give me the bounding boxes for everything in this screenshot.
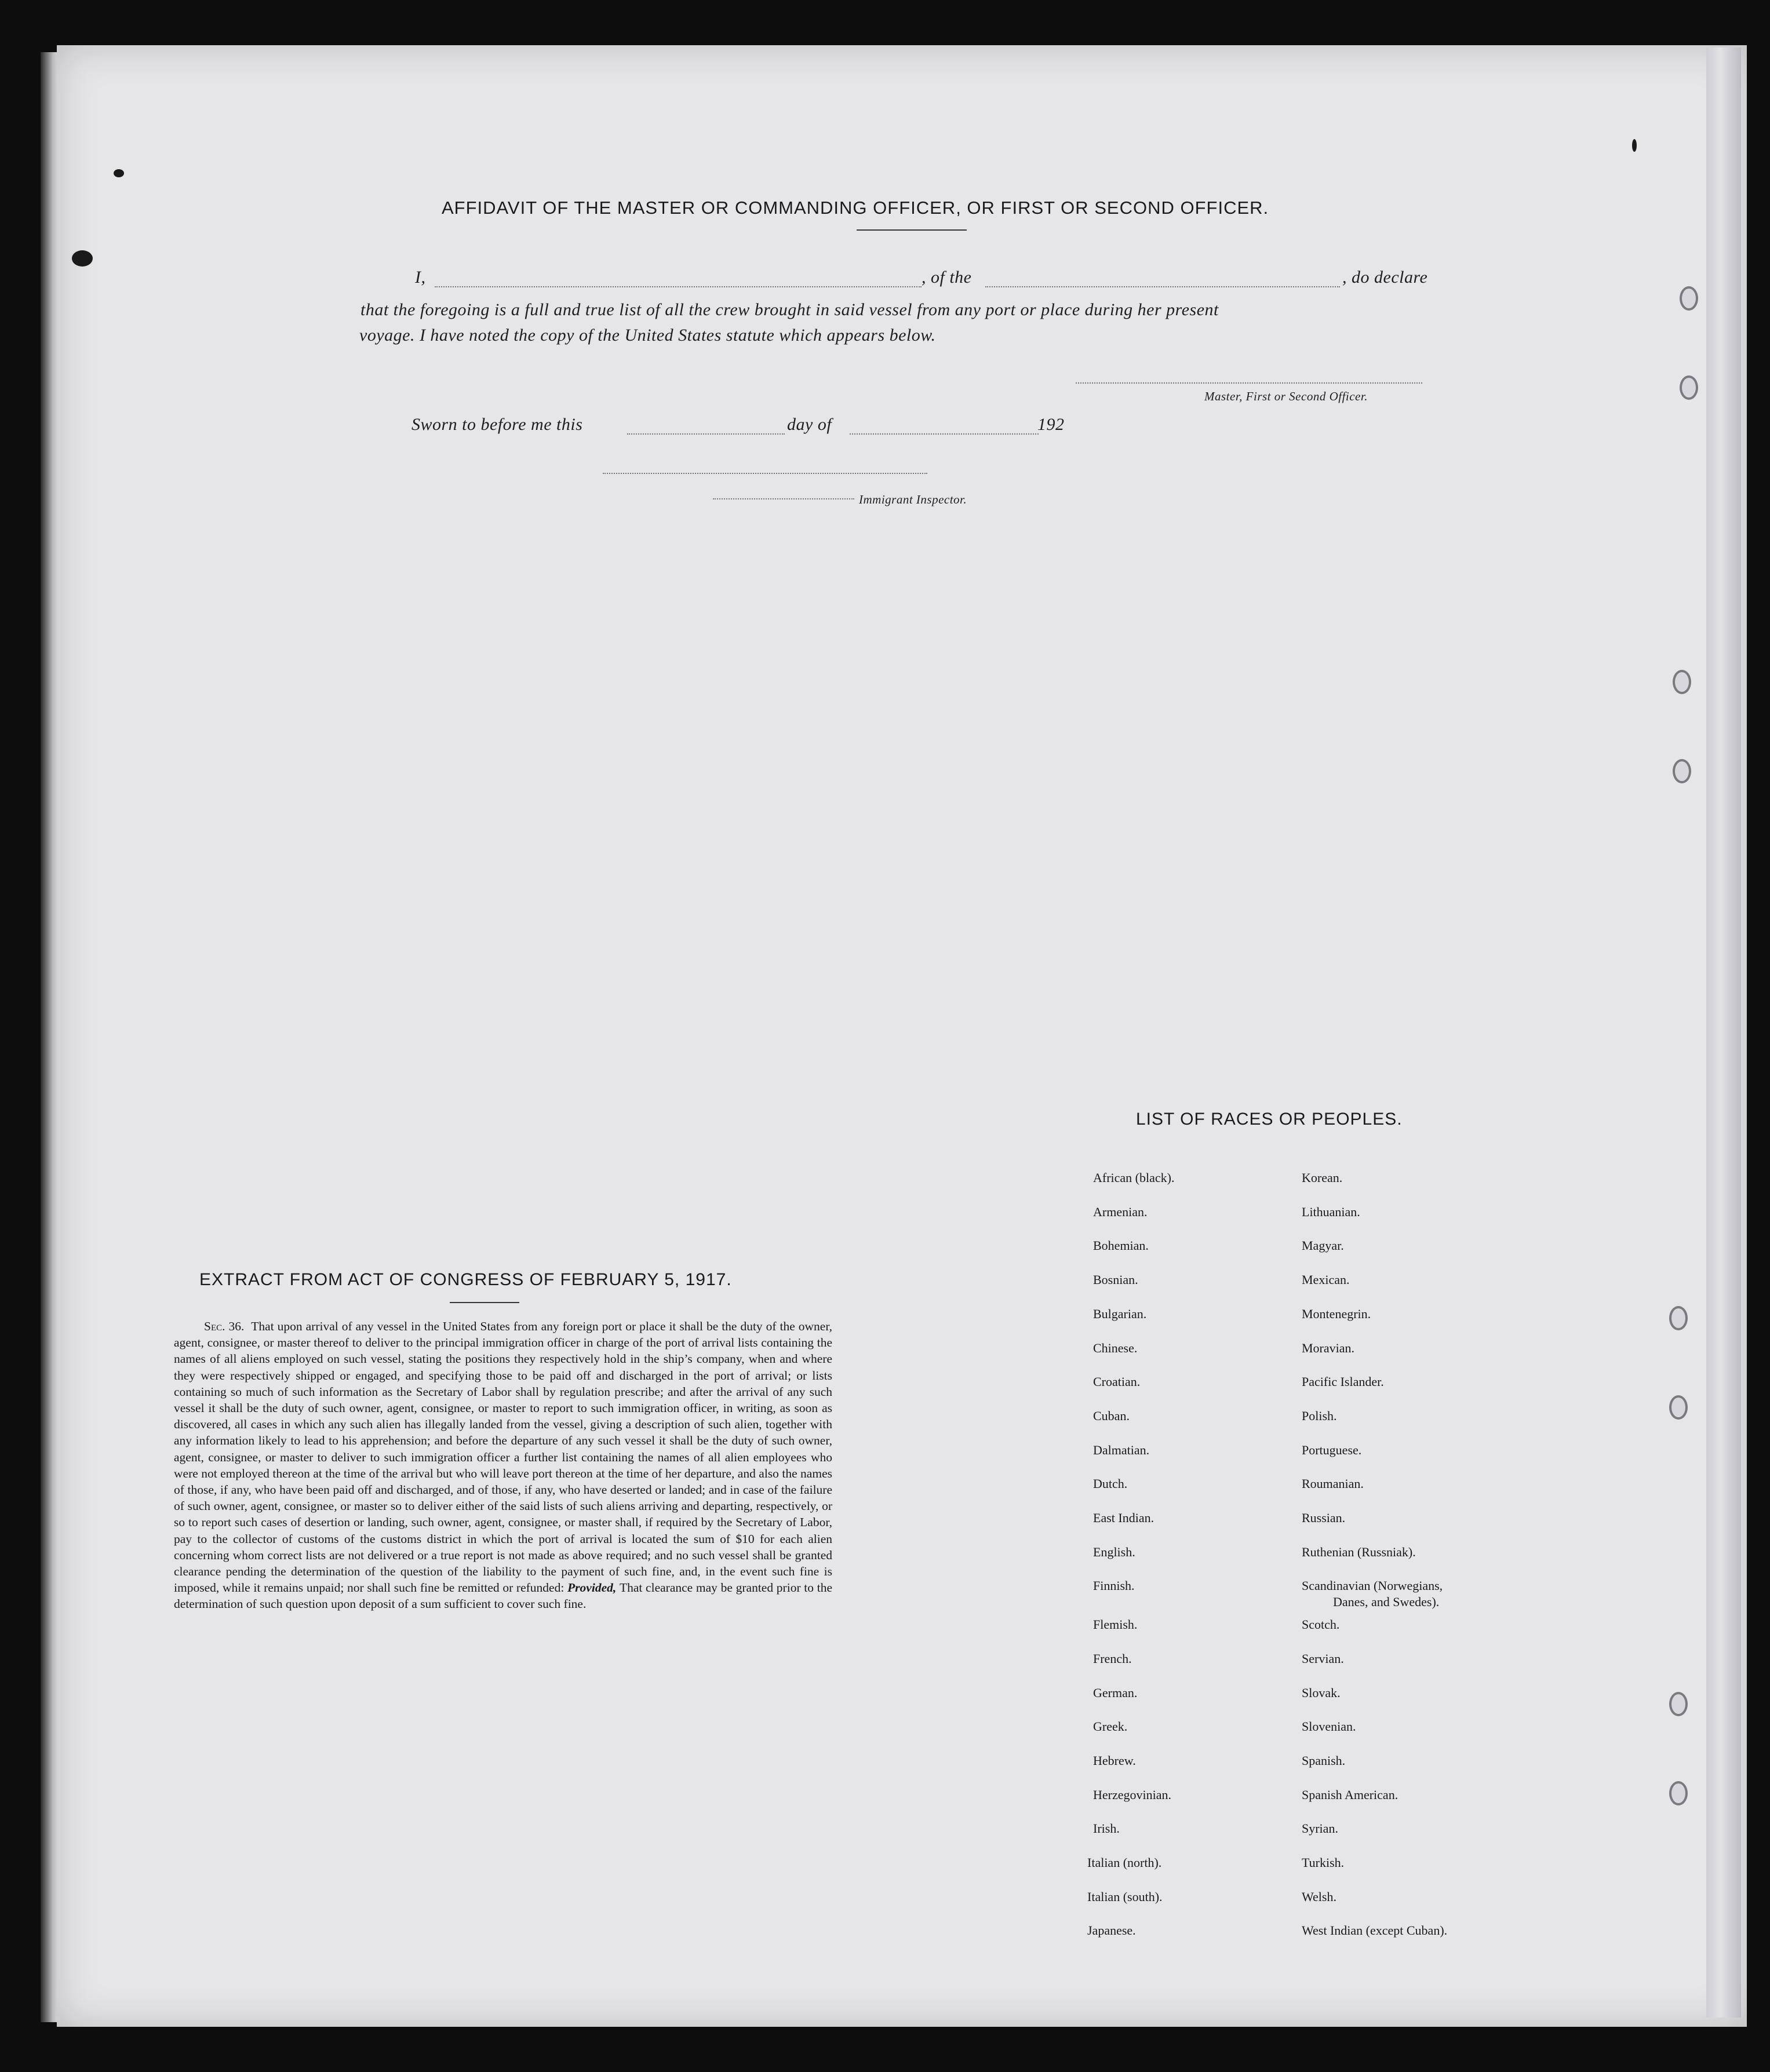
race-item: Syrian. [1302,1821,1338,1836]
declarant-name-blank[interactable] [435,286,922,287]
section-text-2: That clearance may be granted prior to the determination of such question upon deposit of a sum sufficient to cover such fine. [174,1581,833,1611]
race-item: Portuguese. [1302,1443,1362,1457]
race-item: Dalmatian. [1093,1443,1150,1457]
race-item: Mexican. [1302,1272,1350,1287]
race-item: Bulgarian. [1093,1307,1147,1321]
affidavit-line-3: voyage. I have noted the copy of the United States statute which appears below. [359,326,936,345]
race-item: Russian. [1302,1511,1346,1525]
race-item: Irish. [1093,1821,1120,1836]
race-item: Turkish. [1302,1855,1345,1870]
race-item: Hebrew. [1093,1753,1136,1768]
declarant-label: I, [415,268,426,287]
race-item: Spanish American. [1302,1788,1398,1802]
race-item: Polish. [1302,1409,1337,1423]
race-item: Magyar. [1302,1238,1344,1253]
race-item: Montenegrin. [1302,1307,1371,1321]
ink-spot [1632,139,1637,152]
provided-label: Provided, [567,1581,617,1595]
section-label: Sec. 36. [204,1319,245,1333]
inspector-label: Immigrant Inspector. [859,493,967,506]
binding-edge [41,52,58,2022]
race-item: Moravian. [1302,1341,1355,1355]
declare-label: , do declare [1342,268,1428,287]
race-item: French. [1093,1651,1132,1666]
race-item: Armenian. [1093,1205,1148,1219]
race-item: Scotch. [1302,1617,1340,1632]
race-item: Herzegovinian. [1093,1788,1171,1802]
punch-hole [1669,1781,1688,1805]
race-item: Spanish. [1302,1753,1346,1768]
affidavit-title: AFFIDAVIT OF THE MASTER OR COMMANDING OFFICER, OR FIRST OR SECOND OFFICER. [442,198,1269,218]
vessel-label: , of the [922,268,972,287]
master-signature-label: Master, First or Second Officer. [1204,389,1368,403]
punch-hole [1680,286,1698,311]
punch-hole [1669,1692,1688,1716]
inspector-signature-blank-2[interactable] [713,498,854,499]
punch-hole [1669,1306,1688,1330]
extract-title: EXTRACT FROM ACT OF CONGRESS OF FEBRUARY 5, 1917. [199,1270,732,1289]
ink-spot [72,250,93,267]
punch-hole [1673,759,1691,783]
race-item: Scandinavian (Norwegians, [1302,1578,1443,1593]
extract-body [174,1318,832,1613]
punch-hole [1669,1395,1688,1420]
race-item: Slovenian. [1302,1719,1356,1734]
race-item: Ruthenian (Russniak). [1302,1545,1416,1559]
page-edge [1706,48,1741,2018]
race-item: Italian (north). [1087,1855,1162,1870]
race-item: Bohemian. [1093,1238,1149,1253]
race-item: German. [1093,1686,1138,1700]
races-title: LIST OF RACES OR PEOPLES. [1136,1110,1403,1129]
vessel-name-blank[interactable] [985,286,1340,287]
race-item: Italian (south). [1087,1889,1163,1904]
race-item: Finnish. [1093,1578,1135,1593]
race-item: Roumanian. [1302,1476,1364,1491]
affidavit-title-rule [857,229,967,231]
punch-hole [1673,670,1691,694]
inspector-signature-blank[interactable] [603,473,927,474]
race-item: East Indian. [1093,1511,1154,1525]
race-item: Cuban. [1093,1409,1130,1423]
race-item: Pacific Islander. [1302,1374,1384,1389]
affidavit-line-2: that the foregoing is a full and true list of all the crew brought in said vessel from any port or place during her present [360,300,1219,319]
race-item: Croatian. [1093,1374,1141,1389]
race-item: Flemish. [1093,1617,1138,1632]
race-item: Bosnian. [1093,1272,1138,1287]
section-text: That upon arrival of any vessel in the United States from any foreign port or place it shall be the duty of the owner, agent, consignee, or master thereof to deliver to the principal immigration officer in charge of the port of arrival lists containing the names of all aliens employed on such vessel, stating the positions they respectively hold in the ship’s company, when and where they were respectively shipped or engaged, and specifying those to be paid off and discharged in the port of arrival; or lists containing so much of such information as the Secretary of Labor shall by regulation prescribe; and after the arrival of any such vessel it shall be the duty of such owner, agent, consignee, or master to report to such immigration officer, in writing, as soon as discovered, all cases in which any such alien has illegally landed from the vessel, giving a description of such alien, together with any information likely to lead to his apprehension; and before the departure of any such vessel it shall be the duty of such owner, agent, consignee, or master to deliver to such immigration officer a further list containing the names of all alien employees who were not employed thereon at the time of the arrival but who will leave port thereon at the time of her departure, and also the names of those, if any, who have been paid off and discharged, and of those, if any, who have deserted or landed; and in case of the failure of such owner, agent, consignee, or master so to deliver either of the said lists of such aliens arriving and departing, respectively, or so to report such cases of desertion or landing, such owner, agent, consignee, or master shall, if required by the Secretary of Labor, pay to the collector of customs of the customs district in which the port of arrival is located the sum of $10 for each alien concerning whom correct lists are not delivered or a true report is not made as above required; and no such vessel shall be granted clearance pending the determination of the question of the liability to the payment of such fine, and, in the event such fine is imposed, while it remains unpaid; nor shall such fine be remitted or refunded: [174,1319,832,1595]
race-item: Welsh. [1302,1889,1336,1904]
race-item: Japanese. [1087,1923,1136,1938]
sworn-label: Sworn to before me this [411,415,583,434]
year-label: 192 [1037,415,1065,434]
race-item: Slovak. [1302,1686,1341,1700]
master-signature-blank[interactable] [1076,382,1422,384]
extract-title-rule [450,1302,519,1303]
race-item: Korean. [1302,1170,1343,1185]
ink-spot [114,169,124,177]
race-item: Lithuanian. [1302,1205,1360,1219]
race-item: Dutch. [1093,1476,1128,1491]
race-item: Servian. [1302,1651,1344,1666]
race-item: Danes, and Swedes). [1333,1595,1440,1609]
race-item: Greek. [1093,1719,1128,1734]
sworn-day-blank[interactable] [627,433,785,435]
race-item: Chinese. [1093,1341,1138,1355]
sworn-month-blank[interactable] [850,433,1039,435]
race-item: English. [1093,1545,1135,1559]
race-item: West Indian (except Cuban). [1302,1923,1448,1938]
race-item: African (black). [1093,1170,1175,1185]
punch-hole [1680,375,1698,400]
day-of-label: day of [787,415,832,434]
